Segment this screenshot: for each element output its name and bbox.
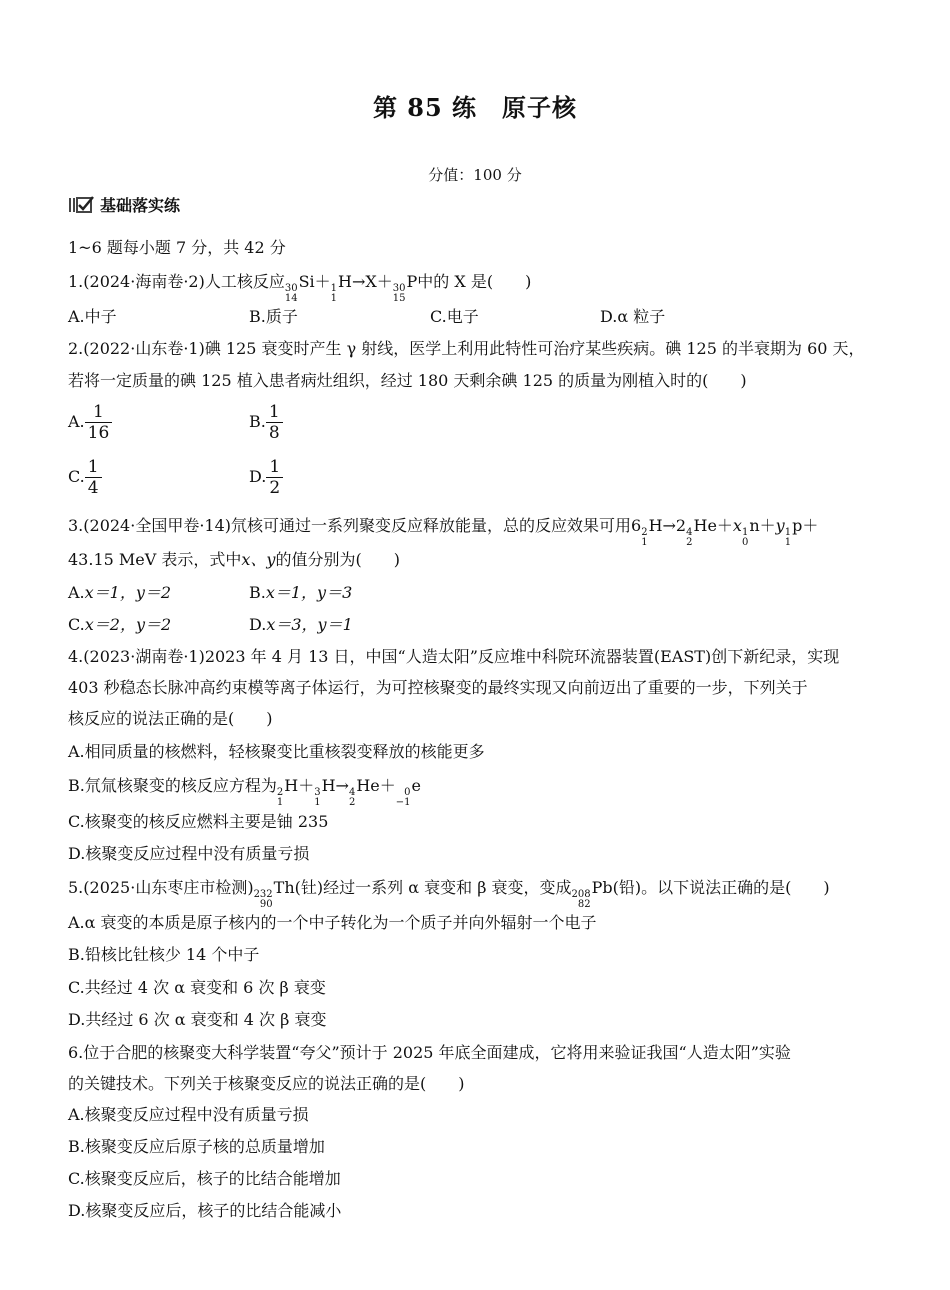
q4-option-b: B.氘氚核聚变的核反应方程为 2 1 H＋ 3 1 H→ 4 2 He＋ 0 −1 e (68, 776, 421, 808)
q2-option-d: D. $\frac{1}{2}$ (249, 457, 283, 498)
q3-option-c: C.x＝2，y＝2 (68, 615, 172, 634)
q3-option-a: A.x＝1，y＝2 (68, 583, 172, 602)
q3-option-d: D.x＝3，y＝1 (249, 615, 353, 634)
question-2-line-2: 若将一定质量的碘 125 植入患者病灶组织，经过 180 天剩余碘 125 的质量为刚植入时的( ) (68, 371, 747, 390)
q6-option-d: D.核聚变反应后，核子的比结合能减小 (68, 1201, 342, 1220)
q6-option-b: B.核聚变反应后原子核的总质量增加 (68, 1137, 325, 1156)
question-2-line-1: 2.(2022·山东卷·1)碘 125 衰变时产生 γ 射线，医学上利用此特性可治疗某些疾病。碘 125 的半衰期为 60 天， (68, 339, 865, 358)
q1-option-c: C.电子 (430, 307, 479, 326)
page-title: 第 85 练 原子核 (372, 93, 578, 122)
q3-option-b: B.x＝1，y＝3 (249, 583, 353, 602)
question-6-line-1: 6.位于合肥的核聚变大科学装置“夸父”预计于 2025 年底全面建成，它将用来验证我国“人造太阳”实验 (68, 1043, 791, 1062)
q4-option-c: C.核聚变的核反应燃料主要是铀 235 (68, 812, 329, 831)
question-4-line-2: 403 秒稳态长脉冲高约束模等离子体运行，为可控核聚变的最终实现又向前迈出了重要的一步，下列关于 (68, 678, 808, 697)
score-note: 1~6 题每小题 7 分，共 42 分 (68, 238, 286, 257)
question-4-line-1: 4.(2023·湖南卷·1)2023 年 4 月 13 日，中国“人造太阳”反应堆中科院环流器装置(EAST)创下新纪录，实现 (68, 647, 840, 666)
question-6-line-2: 的关键技术。下列关于核聚变反应的说法正确的是( ) (68, 1074, 465, 1093)
q2-option-a: A. $\frac{1}{16}$ (68, 402, 112, 443)
q2-option-c: C. $\frac{1}{4}$ (68, 457, 102, 498)
q5-option-d: D.共经过 6 次 α 衰变和 4 次 β 衰变 (68, 1010, 327, 1029)
nuclide-h: 1 1 (330, 282, 338, 304)
q1-option-d: D.α 粒子 (600, 307, 666, 326)
q5-option-a: A.α 衰变的本质是原子核内的一个中子转化为一个质子并向外辐射一个电子 (68, 913, 597, 932)
nuclide-p: 30 15 (392, 282, 406, 304)
q5-option-b: B.铅核比钍核少 14 个中子 (68, 945, 260, 964)
question-3-line-1: 3.(2024·全国甲卷·14)氘核可通过一系列聚变反应释放能量，总的反应效果可用6 2 1 H→2 4 2 He＋x 1 0 n＋y 1 1 p＋ (68, 516, 819, 548)
q5-option-c: C.共经过 4 次 α 衰变和 6 次 β 衰变 (68, 978, 326, 997)
nuclide-si: 30 14 (284, 282, 298, 304)
question-5-stem: 5.(2025·山东枣庄市检测) 232 90 Th(钍)经过一系列 α 衰变和 β 衰变，变成 208 82 Pb(铅)。以下说法正确的是( ) (68, 878, 830, 910)
check-box-icon (68, 195, 94, 215)
section-header (68, 193, 180, 216)
q6-option-a: A.核聚变反应过程中没有质量亏损 (68, 1105, 309, 1124)
q4-option-a: A.相同质量的核燃料，轻核聚变比重核裂变释放的核能更多 (68, 742, 485, 761)
q4-option-d: D.核聚变反应过程中没有质量亏损 (68, 844, 310, 863)
question-4-line-3: 核反应的说法正确的是( ) (68, 709, 273, 728)
q6-option-c: C.核聚变反应后，核子的比结合能增加 (68, 1169, 341, 1188)
q1-option-b: B.质子 (249, 307, 298, 326)
q1-option-a: A.中子 (68, 307, 117, 326)
q2-option-b: B. $\frac{1}{8}$ (249, 402, 283, 443)
question-1-stem: 1.(2024·海南卷·2)人工核反应 30 14 Si＋ 1 1 H→X＋ 30 15 P中的 X 是( ) (68, 272, 532, 304)
score-label: 分值：100 分 (428, 166, 522, 184)
question-3-line-2: 43.15 MeV 表示，式中x、y的值分别为( ) (68, 550, 400, 569)
section-label: 基础落实练 (100, 196, 181, 215)
